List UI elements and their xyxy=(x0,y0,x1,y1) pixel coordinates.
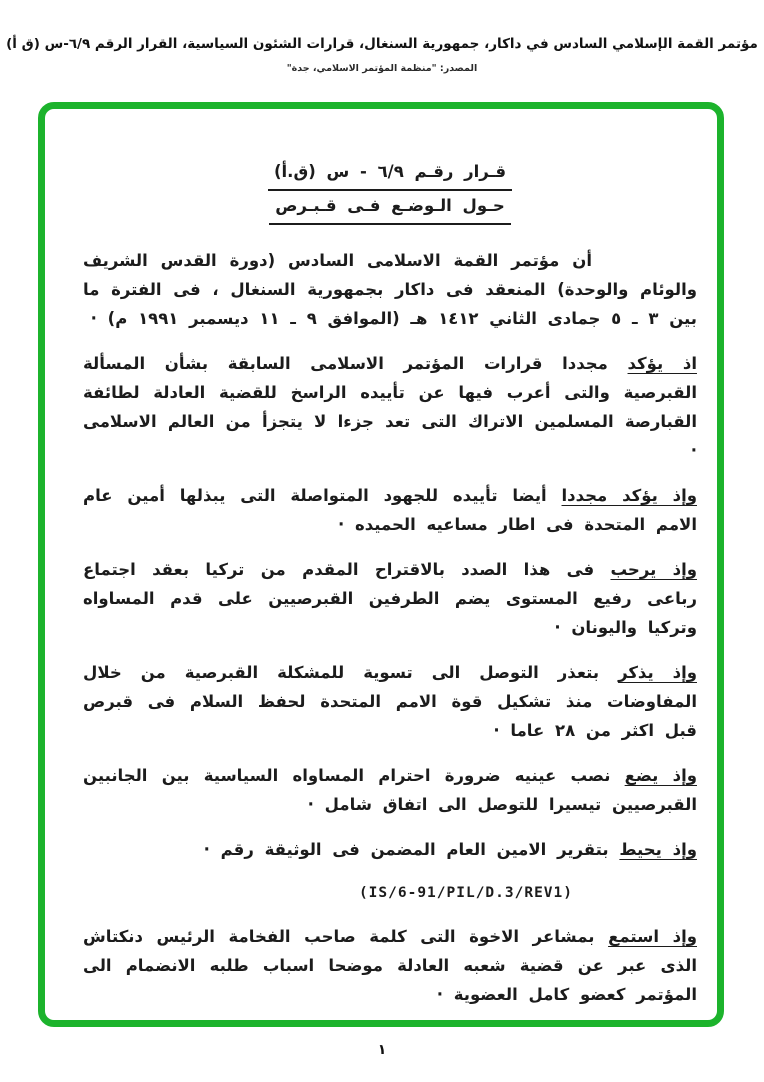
resolution-title-block xyxy=(83,157,697,225)
resolution-paragraph xyxy=(83,922,697,1009)
paragraph-lead: اذ يؤكد xyxy=(627,354,697,373)
paragraph-lead: وإذ يؤكد مجددا xyxy=(561,486,697,505)
paragraph-text: نصب عينيه ضرورة احترام المساواه السياسية بين الجانبين القبرصيين تيسيرا للتوصل الى اتفاق شامل · xyxy=(83,766,697,814)
paragraph-text: أيضا تأييده للجهود المتواصلة التى يبذلها أمين عام الامم المتحدة فى اطار مساعيه الحميده · xyxy=(83,486,697,534)
resolution-paragraph xyxy=(83,761,697,819)
paragraph-lead: وإذ يذكر xyxy=(618,663,697,682)
document-header xyxy=(0,36,764,74)
paragraph-text: بتعذر التوصل الى تسوية للمشكلة القبرصية من خلال المفاوضات منذ تشكيل قوة الامم المتحدة لحفظ السلام فى قبرص قبل اكثر من ٢٨ عاما · xyxy=(83,663,697,740)
resolution-body xyxy=(83,157,697,1025)
resolution-paragraph xyxy=(83,658,697,745)
paragraph-text: بتقرير الامين العام المضمن فى الوثيقة رقم · xyxy=(203,840,609,859)
paragraph-text: فى هذا الصدد بالاقتراح المقدم من تركيا بعقد اجتماع رباعى رفيع المستوى يضم الطرفين القبرصيين على قدم المساواه وتركيا واليونان · xyxy=(83,560,697,637)
paragraph-text: أن مؤتمر القمة الاسلامى السادس (دورة القدس الشريف والوئام والوحدة) المنعقد فى داكار بجمهورية السنغال ، فى الفترة ما بين ٣ ـ ٥ جمادى الثاني ١٤١٢ هـ (الموافق ٩ ـ ١١ ديسمبر ١٩٩١ م) · xyxy=(83,251,697,328)
page-number: ١ xyxy=(377,1042,387,1058)
paragraph-lead: وإذ يرحب xyxy=(610,560,697,579)
header-source-line: المصدر: "منظمة المؤتمر الاسلامي، جدة" xyxy=(286,63,478,74)
document-reference-code: (IS/6-91/PIL/D.3/REV1) xyxy=(358,885,573,901)
resolution-number-title: قـرار رقـم ٦/٩ - س (ق.أ) xyxy=(83,157,697,191)
paragraph-lead: وإذ يحيط xyxy=(619,840,697,859)
resolution-paragraph xyxy=(83,481,697,539)
resolution-paragraph xyxy=(83,835,697,864)
header-title-line: مؤتمر القمة الإسلامي السادس في داكار، جمهورية السنغال، قرارات الشئون السياسية، القرار الرقم ٦/٩-س (ق أ) xyxy=(6,36,758,52)
resolution-subject-title: حـول الـوضـع فـى قـبـرص xyxy=(83,191,697,225)
paragraph-lead: وإذ يضع xyxy=(624,766,697,785)
paragraph-text: بمشاعر الاخوة التى كلمة صاحب الفخامة الرئيس دنكتاش الذى عبر عن قضية شعبه العادلة موضحا اسباب طلبه الانضمام الى المؤتمر كعضو كامل العضوية · xyxy=(83,927,697,1004)
preamble-paragraph xyxy=(83,246,697,333)
resolution-paragraph xyxy=(83,349,697,465)
resolution-paragraph xyxy=(83,555,697,642)
paragraph-lead: وإذ استمع xyxy=(608,927,697,946)
paragraph-text: مجددا قرارات المؤتمر الاسلامى السابقة بشأن المسألة القبرصية والتى أعرب فيها عن تأييده الراسخ للقضية العادلة لطائفة القبارصة المسلمين الاتراك التى تعد جزءا لا يتجزأ من العالم الاسلامى · xyxy=(83,354,697,460)
